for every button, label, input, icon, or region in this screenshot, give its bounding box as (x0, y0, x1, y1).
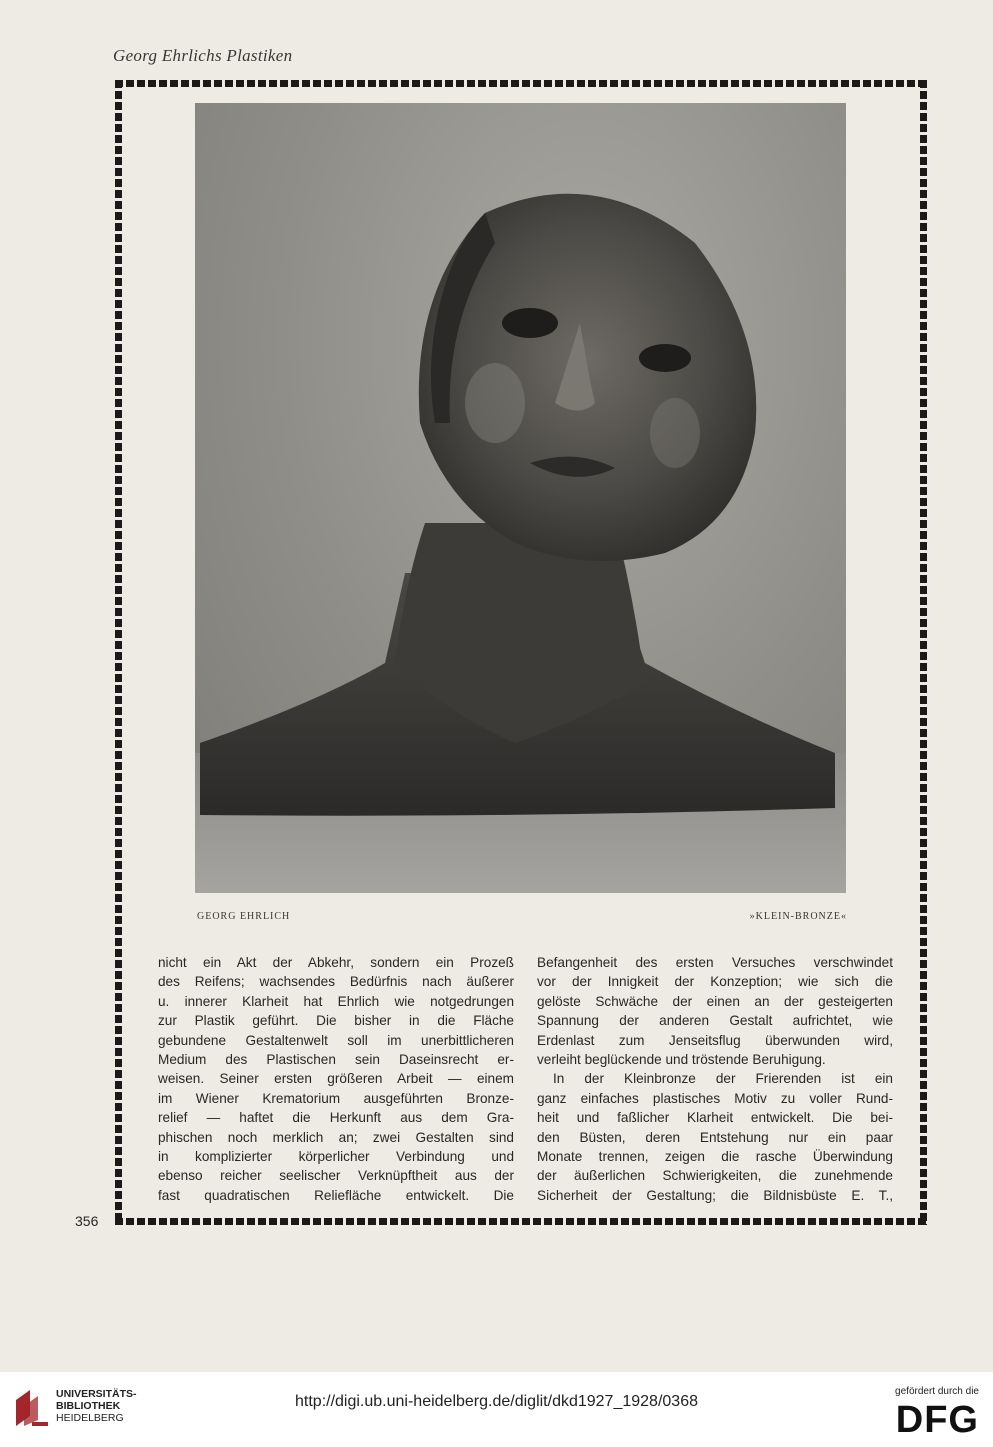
running-title: Georg Ehrlichs Plastiken (113, 46, 293, 65)
text-line: des Reifens; wachsendes Bedürfnis nach äußerer (158, 974, 514, 990)
caption-title: »KLEIN-BRONZE« (749, 911, 847, 922)
text-line: der äußerlichen Schwierigkeiten, die zunehmende (537, 1168, 893, 1184)
text-line: ganz einfaches plastisches Motiv zu voller Rund- (537, 1090, 893, 1106)
library-name-line: UNIVERSITÄTS- (56, 1388, 137, 1400)
funded-by-label: gefördert durch die (895, 1386, 979, 1397)
text-line: u. innerer Klarheit hat Ehrlich wie notgedrungen (158, 993, 514, 1009)
text-line: in komplizierter körperlicher Verbindung und (158, 1149, 514, 1165)
text-line: zur Plastik geführt. Die bisher in die Fläche (158, 1013, 514, 1029)
text-line: vor der Innigkeit der Konzeption; wie sich die (537, 974, 893, 990)
frame-top-border (115, 80, 927, 87)
sculpture-photograph (195, 103, 846, 893)
text-line: In der Kleinbronze der Frierenden ist ein (553, 1071, 893, 1087)
text-line: heit und faßlicher Klarheit entwickelt. Die bei- (537, 1110, 893, 1126)
frame-bottom-border (115, 1218, 927, 1225)
text-line: verleiht beglückende und tröstende Beruhigung. (537, 1052, 826, 1068)
text-line: relief — haftet die Herkunft aus dem Gra- (158, 1110, 514, 1126)
text-line: Spannung der anderen Gestalt aufrichtet, wie (537, 1013, 893, 1029)
text-column-right (537, 953, 893, 1205)
text-line: den Büsten, deren Entstehung nur ein paar (537, 1129, 893, 1145)
frame-right-border (920, 80, 927, 1225)
frame-left-border (115, 80, 122, 1225)
text-line: Sicherheit der Gestaltung; die Bildnisbüste E. T., (537, 1187, 893, 1203)
text-line: gelöste Schwäche der einen an der gesteigerten (537, 993, 893, 1009)
permalink-url[interactable]: http://digi.ub.uni-heidelberg.de/diglit/dkd1927_1928/0368 (295, 1393, 698, 1410)
text-line: Monate trennen, zeigen die rasche Überwindung (537, 1149, 893, 1165)
text-line: fast quadratischen Reliefläche entwickelt. Die (158, 1187, 514, 1203)
bronze-head-image (195, 103, 846, 893)
text-line: ebenso reicher seelischer Verknüpftheit aus der (158, 1168, 514, 1184)
library-name-line: BIBLIOTHEK (56, 1400, 121, 1412)
text-line: phischen noch merklich an; zwei Gestalten sind (158, 1129, 514, 1145)
text-line: im Wiener Krematorium ausgeführten Bronze- (158, 1090, 514, 1106)
text-line: gebundene Gestaltenwelt soll im unerbittlicheren (158, 1032, 514, 1048)
text-line: weisen. Seiner ersten größeren Arbeit — einem (158, 1071, 514, 1087)
text-line: Befangenheit des ersten Versuches verschwindet (537, 955, 893, 970)
page-number: 356 (75, 1213, 99, 1229)
digitization-footer (0, 1372, 993, 1447)
text-line: Erdenlast zum Jenseitsflug überwunden wird, (537, 1032, 893, 1048)
text-column-left (158, 953, 514, 1205)
caption-artist: GEORG EHRLICH (197, 911, 291, 922)
dfg-logo: DFG (895, 1399, 979, 1441)
text-line: nicht ein Akt der Abkehr, sondern ein Prozeß (158, 955, 514, 970)
library-name-line: HEIDELBERG (56, 1412, 124, 1424)
text-line: Medium des Plastischen sein Daseinsrecht er- (158, 1052, 514, 1068)
